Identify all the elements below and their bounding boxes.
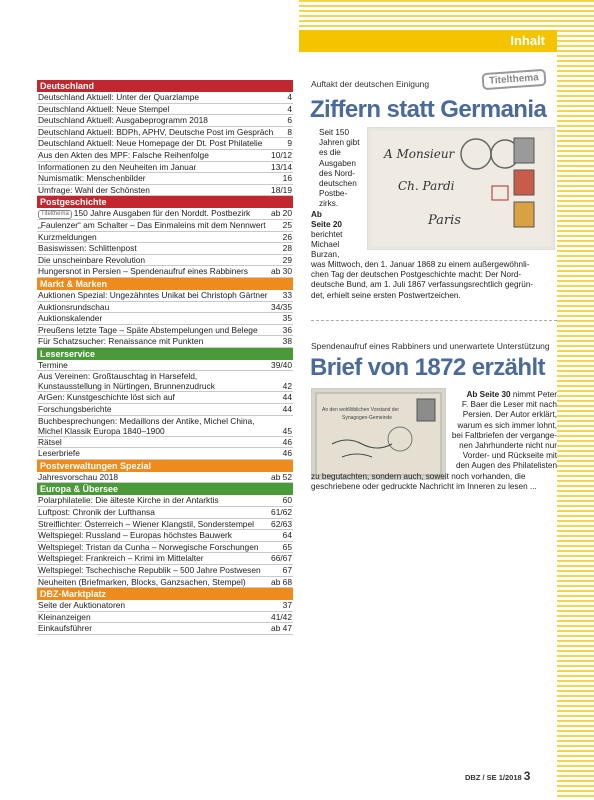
article2-kicker: Spendenaufruf eines Rabbiners und unerwartete Unterstützung <box>311 341 550 351</box>
text-line <box>451 400 557 410</box>
toc-page-number: 26 <box>282 231 292 242</box>
toc-page-number: 34/35 <box>271 301 292 312</box>
toc-entry-text: Weltspiegel: Tschechische Republik – 500 Jahre Postwesen <box>38 565 261 575</box>
toc-entry-title <box>38 162 196 173</box>
toc-entry[interactable] <box>37 208 293 220</box>
text-line: Burzan, <box>311 250 340 260</box>
toc-entry-text: Weltspiegel: Tristan da Cunha – Norwegische Forschungen <box>38 541 259 552</box>
text-line: berichtet <box>311 230 343 240</box>
toc-section-header: Leserservice <box>37 348 293 360</box>
toc-entry[interactable] <box>37 92 293 104</box>
toc-page-number: 35 <box>282 313 292 324</box>
titelthema-stamp: Titelthema <box>481 69 546 90</box>
text-line-text: Vorder- und Rückseite mit <box>462 451 557 461</box>
toc-entry-text: Weltspiegel: Russland – Europas höchstes Bauwerk <box>38 530 232 541</box>
toc-entry[interactable] <box>37 313 293 325</box>
toc-entry-title <box>38 325 258 336</box>
toc-entry-title <box>38 404 112 415</box>
text-line-text: nimmt Peter <box>512 390 557 399</box>
toc-entry[interactable] <box>37 623 293 635</box>
toc-entry-text: Basiswissen: Schlittenpost <box>38 243 137 254</box>
toc-entry-text: Polarphilatelie: Die älteste Kirche in der Antarktis <box>38 495 219 506</box>
article2-bold: Ab Seite 30 <box>466 390 513 399</box>
toc-entry[interactable] <box>37 577 293 589</box>
toc-entry-title <box>38 519 254 530</box>
toc-entry-text: Auktionen Spezial: Ungezähntes Unikat bei Christoph Gärtner <box>38 289 268 300</box>
toc-entry-text-line2: Kunstausstellung in Nürtingen, Brunnenzudruck <box>38 381 215 392</box>
toc-page-number: 8 <box>287 126 292 137</box>
toc-page-number: ab 30 <box>271 266 292 277</box>
toc-page-number: 36 <box>282 324 292 335</box>
toc-entry-title <box>38 416 254 436</box>
toc-entry-text: Auktionskalender <box>38 313 103 324</box>
divider <box>311 320 557 321</box>
toc-entry-title <box>38 185 150 196</box>
toc-entry-text: Kleinanzeigen <box>38 611 91 622</box>
toc-section-header: Deutschland <box>37 80 293 92</box>
toc-entry-title <box>38 127 273 138</box>
toc-entry-text-line2: Michel Klassik Europa 1840–1900 <box>38 425 165 436</box>
toc-entry-text: Kurzmeldungen <box>38 231 97 242</box>
text-line <box>451 421 557 431</box>
letter-image <box>311 388 446 480</box>
toc-entry-title <box>38 448 80 459</box>
text-line: des Nord- <box>319 168 355 178</box>
letter-text-2: Synagogen-Gemeinde <box>342 415 393 421</box>
toc-page-number: 64 <box>282 530 292 541</box>
toc-entry-text: Leserbriefe <box>38 448 80 459</box>
toc-entry-title <box>38 612 91 623</box>
text-line: Seit 150 <box>319 128 350 137</box>
toc-entry[interactable] <box>37 448 293 460</box>
toc-entry-text: Aus den Akten des MPF: Falsche Reihenfolge <box>38 149 209 160</box>
text-line <box>451 431 557 441</box>
toc-page-number: ab 52 <box>271 471 292 482</box>
toc-page-number: 13/14 <box>271 161 292 172</box>
toc-entry-title <box>38 150 209 161</box>
toc-page-number: 65 <box>282 541 292 552</box>
toc-entry[interactable] <box>37 162 293 174</box>
toc-entry[interactable] <box>37 530 293 542</box>
toc-entry-text: Auktionsrundschau <box>38 301 110 312</box>
toc-page-number: 4 <box>287 103 292 114</box>
article1-bold1: Ab <box>311 209 322 219</box>
toc-page-number: 42 <box>282 381 292 392</box>
toc-entry-text: Deutschland Aktuell: Neue Stempel <box>38 103 170 114</box>
toc-entry-text: Seite der Auktionatoren <box>38 600 126 611</box>
article2-body <box>311 472 561 492</box>
toc-entry[interactable] <box>37 542 293 554</box>
text-line <box>451 441 557 451</box>
toc-entry-text: Umfrage: Wahl der Schönsten <box>38 184 150 195</box>
titelthema-badge: Titelthema <box>38 210 72 219</box>
toc-page-number: 39/40 <box>271 359 292 370</box>
letter-text-1: An den wohllöblichen Vorstand der <box>322 407 399 413</box>
text-line: zu begutachten, sondern auch, soweit noch vorhanden, die <box>311 472 526 481</box>
toc-entry-text: Deutschland Aktuell: BDPh, APHV, Deutsche Post im Gespräch <box>38 126 274 137</box>
toc-entry[interactable] <box>37 266 293 278</box>
toc-page-number: 62/63 <box>271 518 292 529</box>
toc-section-header: Postgeschichte <box>37 196 293 208</box>
toc-entry-text: Luftpost: Chronik der Lufthansa <box>38 507 155 518</box>
toc-entry[interactable] <box>37 232 293 244</box>
toc-entry[interactable] <box>37 371 293 392</box>
article1-headline[interactable]: Ziffern statt Germania <box>310 96 547 123</box>
toc-section-header: Europa & Übersee <box>37 483 293 495</box>
toc-entry-title <box>38 437 62 448</box>
toc-page-number: 6 <box>287 115 292 126</box>
toc-entry-text: Buchbesprechungen: Medaillons der Antike, Michel China, <box>38 415 255 426</box>
toc-page-number: 60 <box>282 495 292 506</box>
text-line <box>451 390 557 400</box>
toc-page-number: 29 <box>282 254 292 265</box>
toc-entry[interactable] <box>37 104 293 116</box>
toc-entry-title <box>38 173 146 184</box>
toc-entry[interactable] <box>37 519 293 531</box>
toc-page-number: 18/19 <box>271 184 292 195</box>
toc-entry[interactable] <box>37 185 293 197</box>
toc-entry[interactable] <box>37 138 293 150</box>
toc-entry[interactable] <box>37 336 293 348</box>
toc-entry-title <box>38 553 204 564</box>
text-line-text: den Augen des Philatelisten <box>455 461 557 471</box>
text-line-text: Persien. Der Autor erklärt, <box>462 410 557 420</box>
toc-entry-text: Hungersnot in Persien – Spendenaufruf eines Rabbiners <box>38 266 248 277</box>
text-line-text: warum es sich immer lohnt, <box>457 420 557 430</box>
text-line: geschriebene oder gedruckte Nachricht im Inneren zu lesen ... <box>311 482 537 492</box>
toc-entry-title <box>38 507 155 518</box>
toc-entry-text: Weltspiegel: Frankreich – Krimi im Mittelalter <box>38 553 204 564</box>
toc-entry[interactable] <box>37 255 293 267</box>
journal-name: DBZ / SE 1/2018 <box>465 773 522 782</box>
toc-entry[interactable] <box>37 360 293 372</box>
section-title: Inhalt <box>510 33 545 48</box>
toc-entry-title <box>38 266 248 277</box>
toc-entry-text: Streiflichter: Österreich – Wiener Klangstil, Sonderstempel <box>38 518 254 529</box>
text-line: zirks. <box>319 199 339 209</box>
toc-entry-title <box>38 313 102 324</box>
table-of-contents <box>37 80 293 635</box>
toc-entry[interactable] <box>37 495 293 507</box>
article1-bold2: Seite 20 <box>311 219 342 229</box>
toc-entry-title <box>38 220 266 231</box>
toc-page-number: 46 <box>282 436 292 447</box>
text-line: Ausgaben <box>319 158 356 168</box>
toc-entry-title <box>38 472 118 483</box>
toc-entry[interactable] <box>37 612 293 624</box>
toc-entry[interactable] <box>37 437 293 449</box>
article1-body <box>311 260 561 301</box>
toc-entry-title <box>38 495 219 506</box>
toc-entry[interactable] <box>37 416 293 437</box>
toc-entry-title <box>38 530 232 541</box>
toc-entry[interactable] <box>37 507 293 519</box>
text-line-text: nen Jahrhunderte nicht nur <box>459 441 557 451</box>
toc-page-number: 33 <box>282 289 292 300</box>
toc-entry[interactable] <box>37 290 293 302</box>
toc-section-header: Postverwaltungen Spezial <box>37 460 293 472</box>
cover-image <box>367 127 555 250</box>
text-line: chen Tag der deutschen Postgeschichte macht: Der Nord- <box>311 270 522 280</box>
toc-page-number: 37 <box>282 600 292 611</box>
toc-page-number: 45 <box>282 425 292 436</box>
cover-script-3: Paris <box>428 213 461 228</box>
text-line: es die <box>319 148 341 158</box>
toc-entry-text: Aus Vereinen: Großtauschtag in Harsefeld, <box>38 371 198 382</box>
text-line: deutschen <box>319 179 357 189</box>
toc-entry-text: ArGen: Kunstgeschichte löst sich auf <box>38 392 175 403</box>
toc-page-number: ab 68 <box>271 576 292 587</box>
toc-entry[interactable] <box>37 472 293 484</box>
cover-script-1: A Monsieur <box>384 147 455 161</box>
text-line: was Mittwoch, den 1. Januar 1868 zu einem außergewöhnli- <box>311 260 530 269</box>
toc-entry[interactable] <box>37 302 293 314</box>
toc-entry-text: Numismatik: Menschenbilder <box>38 173 146 184</box>
article2-intro <box>451 390 557 472</box>
toc-entry-text: Einkaufsführer <box>38 623 92 634</box>
header-stripes <box>299 0 557 28</box>
toc-entry[interactable] <box>37 115 293 127</box>
toc-entry-text: Neuheiten (Briefmarken, Blocks, Ganzsachen, Stempel) <box>38 576 246 587</box>
toc-page-number: 44 <box>282 392 292 403</box>
toc-page-number: 41/42 <box>271 611 292 622</box>
side-stripes <box>557 0 594 800</box>
toc-entry-title <box>38 290 268 301</box>
toc-entry-title <box>38 138 262 149</box>
toc-page-number: 44 <box>282 404 292 415</box>
text-line: det, erhielt seine ersten Postwertzeichen. <box>311 290 461 300</box>
toc-entry[interactable] <box>37 392 293 404</box>
text-line <box>451 451 557 461</box>
page-footer <box>465 769 530 783</box>
toc-page-number: ab 20 <box>271 208 292 219</box>
text-line: Jahren gibt <box>319 138 360 148</box>
cover-script-2: Ch. Pardi <box>398 179 455 193</box>
toc-entry[interactable] <box>37 220 293 232</box>
section-header <box>299 30 557 52</box>
text-line: deutsche Bund, am 1. Juli 1867 verfassungsrechtlich gegrün- <box>311 280 534 290</box>
toc-entry-text: Termine <box>38 359 68 370</box>
toc-entry-title <box>38 255 145 266</box>
article1-intro <box>311 128 363 261</box>
toc-entry[interactable] <box>37 404 293 416</box>
toc-entry-text: Forschungsberichte <box>38 404 112 415</box>
text-line-text: bei Faltbriefen der vergange- <box>451 430 557 440</box>
page-number: 3 <box>523 769 531 783</box>
toc-page-number: 28 <box>282 243 292 254</box>
toc-entry[interactable] <box>37 553 293 565</box>
text-line-text: F. Baer die Leser mit nach <box>461 400 557 410</box>
article1-kicker: Auftakt der deutschen Einigung <box>311 79 430 89</box>
toc-page-number: 4 <box>287 92 292 102</box>
toc-entry[interactable] <box>37 243 293 255</box>
toc-entry-title <box>38 577 246 588</box>
toc-entry-title <box>38 392 175 403</box>
toc-page-number: 38 <box>282 336 292 347</box>
text-line <box>451 461 557 471</box>
toc-entry-title <box>38 371 215 391</box>
toc-page-number: 66/67 <box>271 553 292 564</box>
toc-entry[interactable] <box>37 127 293 139</box>
toc-page-number: 16 <box>282 173 292 184</box>
toc-entry-text: Informationen zu den Neuheiten im Januar <box>38 161 197 172</box>
toc-entry-title <box>38 232 97 243</box>
toc-entry-title <box>38 92 199 103</box>
toc-entry-text: Deutschland Aktuell: Neue Homepage der Dt. Post Philatelie <box>38 138 263 149</box>
toc-entry-text: Die unscheinbare Revolution <box>38 254 146 265</box>
toc-entry-text: „Faulenzer“ am Schalter – Das Einmaleins mit dem Nennwert <box>38 219 266 230</box>
toc-entry[interactable] <box>37 565 293 577</box>
toc-section-header: DBZ-Marktplatz <box>37 588 293 600</box>
toc-entry-title <box>38 565 261 576</box>
toc-entry-text: Für Schatzsucher: Renaissance mit Punkten <box>38 336 204 347</box>
toc-entry[interactable] <box>37 600 293 612</box>
article2-headline[interactable]: Brief von 1872 erzählt <box>310 354 545 381</box>
toc-entry-title <box>38 360 68 371</box>
toc-entry-title <box>38 336 203 347</box>
toc-entry-text: 150 Jahre Ausgaben für den Norddt. Postbezirk <box>73 208 251 219</box>
toc-entry-title <box>38 542 259 553</box>
toc-section-header: Markt & Marken <box>37 278 293 290</box>
toc-entry[interactable] <box>37 325 293 337</box>
toc-entry-title <box>38 104 169 115</box>
toc-entry-text: Jahresvorschau 2018 <box>38 471 119 482</box>
toc-entry-title <box>38 302 109 313</box>
toc-entry-text: Deutschland Aktuell: Ausgabeprogramm 2018 <box>38 115 208 126</box>
text-line: Michael <box>311 240 340 250</box>
toc-entry-text: Preußens letzte Tage – Späte Abstempelungen und Belege <box>38 324 258 335</box>
toc-entry-text: Rätsel <box>38 436 62 447</box>
toc-entry[interactable] <box>37 150 293 162</box>
toc-entry[interactable] <box>37 173 293 185</box>
toc-page-number: 67 <box>282 565 292 575</box>
toc-entry-title <box>38 623 92 634</box>
toc-entry-text: Deutschland Aktuell: Unter der Quarzlampe <box>38 92 200 102</box>
toc-page-number: 9 <box>287 138 292 149</box>
toc-entry-title <box>38 600 125 611</box>
toc-page-number: ab 47 <box>271 623 292 634</box>
toc-page-number: 25 <box>282 219 292 230</box>
text-line <box>451 410 557 420</box>
toc-entry-title <box>38 208 250 219</box>
toc-page-number: 61/62 <box>271 507 292 518</box>
text-line: Postbe- <box>319 189 348 199</box>
toc-page-number: 46 <box>282 448 292 459</box>
toc-page-number: 10/12 <box>271 149 292 160</box>
toc-entry-title <box>38 115 208 126</box>
toc-entry-title <box>38 243 137 254</box>
